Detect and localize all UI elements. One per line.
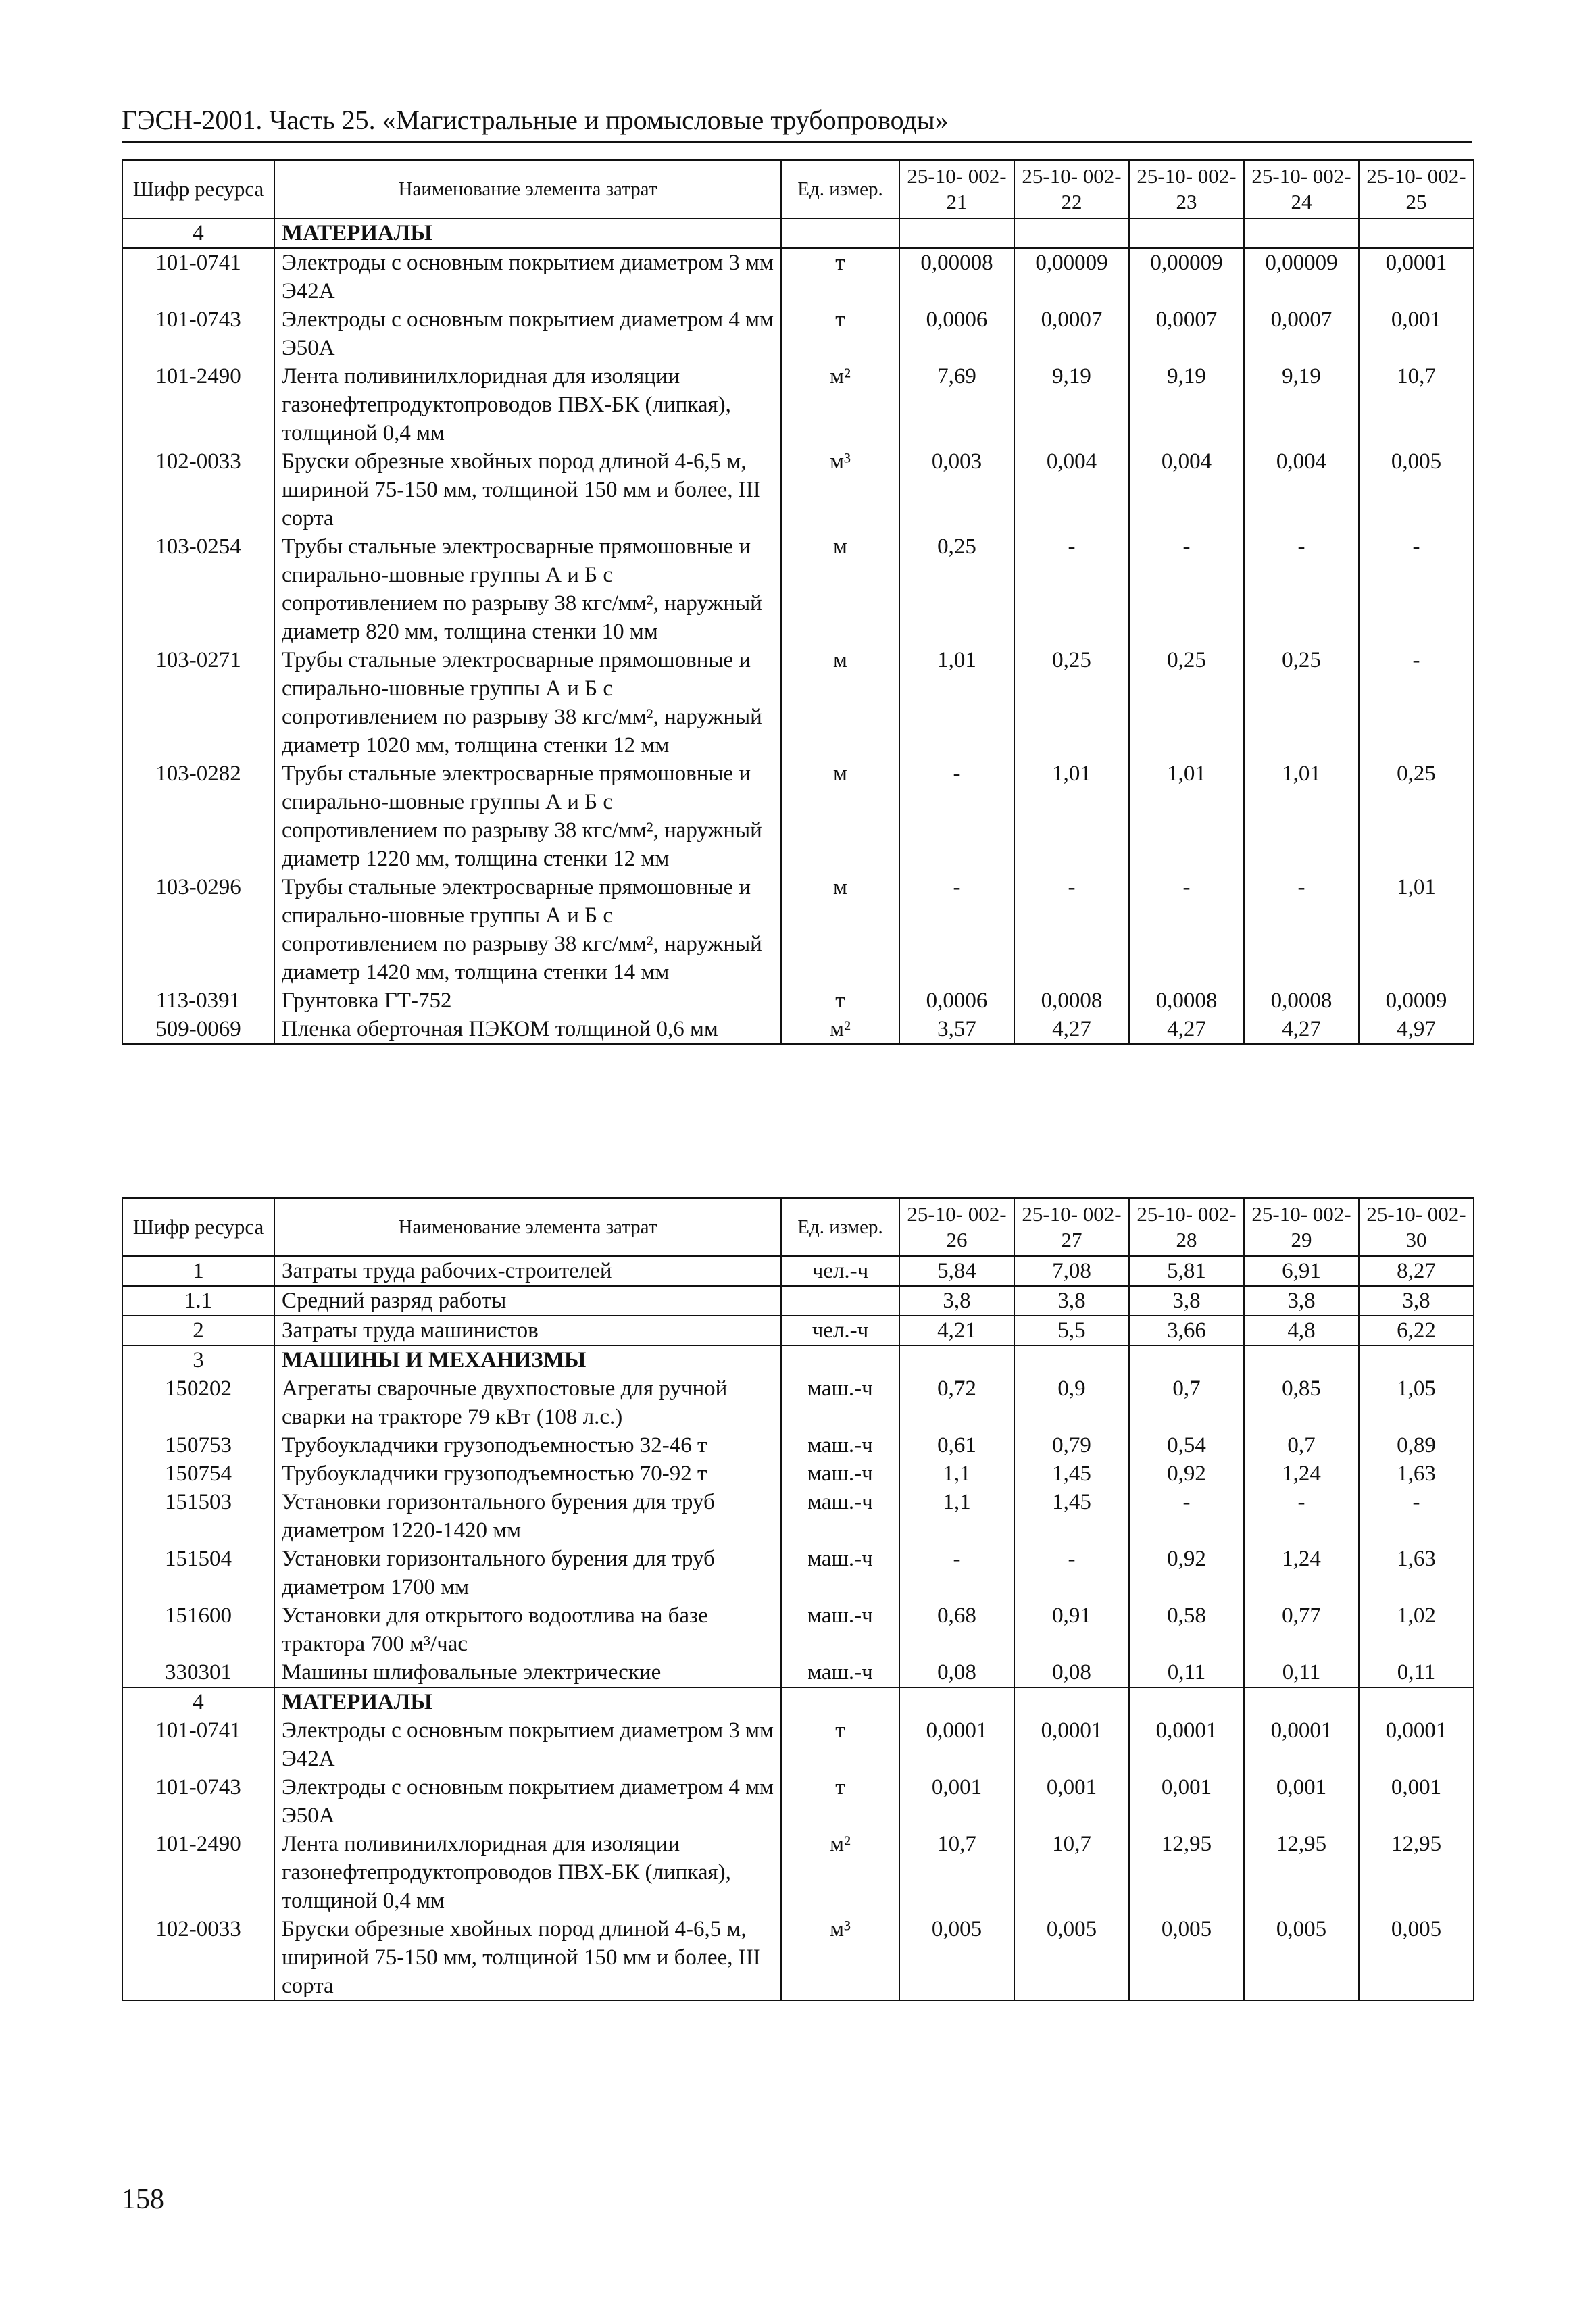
norm-value-cell bbox=[1359, 1345, 1474, 1374]
norm-value-cell: 3,8 bbox=[1244, 1286, 1359, 1316]
norm-value-cell: 0,005 bbox=[1014, 1915, 1129, 2001]
unit-cell: м³ bbox=[781, 1915, 899, 2001]
unit-cell: маш.-ч bbox=[781, 1460, 899, 1488]
table-row bbox=[122, 447, 1474, 532]
norm-value-cell: 4,97 bbox=[1359, 1015, 1474, 1044]
norm-value-cell: 7,08 bbox=[1014, 1256, 1129, 1286]
resource-name-cell: Лента поливинилхлоридная для изоляции газонефтепродуктопроводов ПВХ-БК (липкая), толщиной 0,4 мм bbox=[274, 362, 781, 447]
norm-value-cell: 0,25 bbox=[899, 532, 1014, 646]
resource-code-cell: 101-0743 bbox=[122, 305, 274, 362]
norm-value-cell: - bbox=[1129, 532, 1244, 646]
resource-name-cell: Электроды с основным покрытием диаметром 4 мм Э50А bbox=[274, 305, 781, 362]
norm-value-cell: 1,01 bbox=[1359, 873, 1474, 987]
resource-code-cell: 2 bbox=[122, 1316, 274, 1345]
resource-name-cell: Установки для открытого водоотлива на базе трактора 700 м³/час bbox=[274, 1601, 781, 1658]
column-header-norm: 25-10- 002-21 bbox=[899, 160, 1014, 218]
norm-value-cell: 5,5 bbox=[1014, 1316, 1129, 1345]
norm-value-cell: 0,003 bbox=[899, 447, 1014, 532]
column-header-name: Наименование элемента затрат bbox=[274, 1198, 781, 1256]
resource-code-cell: 150754 bbox=[122, 1460, 274, 1488]
resource-table-2 bbox=[122, 1197, 1474, 2001]
norm-value-cell: 0,7 bbox=[1129, 1374, 1244, 1431]
column-header-norm: 25-10- 002-24 bbox=[1244, 160, 1359, 218]
norm-value-cell: 0,08 bbox=[1014, 1658, 1129, 1687]
resource-code-cell: 1.1 bbox=[122, 1286, 274, 1316]
unit-cell: т bbox=[781, 1716, 899, 1773]
norm-value-cell: 12,95 bbox=[1129, 1830, 1244, 1915]
norm-value-cell bbox=[1129, 218, 1244, 248]
column-header-unit: Ед. измер. bbox=[781, 1198, 899, 1256]
resource-table-1 bbox=[122, 159, 1474, 1045]
norm-value-cell: 0,25 bbox=[1244, 646, 1359, 760]
norm-value-cell: 0,005 bbox=[1129, 1915, 1244, 2001]
norm-value-cell bbox=[899, 1345, 1014, 1374]
table-row bbox=[122, 305, 1474, 362]
norm-value-cell: 0,001 bbox=[1129, 1773, 1244, 1830]
resource-name-cell: Электроды с основным покрытием диаметром 3 мм Э42А bbox=[274, 248, 781, 305]
unit-cell bbox=[781, 1687, 899, 1716]
norm-value-cell bbox=[1244, 1345, 1359, 1374]
column-header-norm: 25-10- 002-28 bbox=[1129, 1198, 1244, 1256]
column-header-code: Шифр ресурса bbox=[122, 1198, 274, 1256]
resource-name-cell: Бруски обрезные хвойных пород длиной 4-6,5 м, шириной 75-150 мм, толщиной 150 мм и более, III сорта bbox=[274, 447, 781, 532]
table-row bbox=[122, 218, 1474, 248]
norm-value-cell: 10,7 bbox=[899, 1830, 1014, 1915]
column-header-norm: 25-10- 002-29 bbox=[1244, 1198, 1359, 1256]
norm-value-cell: 0,0009 bbox=[1359, 987, 1474, 1015]
norm-value-cell: 3,8 bbox=[1014, 1286, 1129, 1316]
unit-cell: м² bbox=[781, 1830, 899, 1915]
norm-value-cell: 1,24 bbox=[1244, 1545, 1359, 1601]
unit-cell: маш.-ч bbox=[781, 1488, 899, 1545]
unit-cell: маш.-ч bbox=[781, 1601, 899, 1658]
norm-value-cell: 0,92 bbox=[1129, 1460, 1244, 1488]
resource-name-cell: Агрегаты сварочные двухпостовые для ручной сварки на тракторе 79 кВт (108 л.с.) bbox=[274, 1374, 781, 1431]
table-row bbox=[122, 362, 1474, 447]
table-row bbox=[122, 1345, 1474, 1374]
table-header-row bbox=[122, 1198, 1474, 1256]
norm-value-cell: 0,0007 bbox=[1244, 305, 1359, 362]
norm-value-cell: 7,69 bbox=[899, 362, 1014, 447]
norm-value-cell: 0,00009 bbox=[1129, 248, 1244, 305]
norm-value-cell: 0,91 bbox=[1014, 1601, 1129, 1658]
resource-name-cell: Трубы стальные электросварные прямошовные и спирально-шовные группы А и Б с сопротивлением по разрыву 38 кгс/мм², наружный диаметр 820 мм, толщина стенки 10 мм bbox=[274, 532, 781, 646]
norm-value-cell: 1,45 bbox=[1014, 1488, 1129, 1545]
norm-value-cell: 0,11 bbox=[1244, 1658, 1359, 1687]
resource-code-cell: 151600 bbox=[122, 1601, 274, 1658]
unit-cell bbox=[781, 218, 899, 248]
norm-value-cell: 0,001 bbox=[1014, 1773, 1129, 1830]
table-row bbox=[122, 1286, 1474, 1316]
norm-value-cell: 10,7 bbox=[1014, 1830, 1129, 1915]
table-row bbox=[122, 1460, 1474, 1488]
resource-code-cell: 4 bbox=[122, 218, 274, 248]
resource-code-cell: 102-0033 bbox=[122, 447, 274, 532]
norm-value-cell: - bbox=[899, 1545, 1014, 1601]
column-header-norm: 25-10- 002-23 bbox=[1129, 160, 1244, 218]
resource-name-cell: МАШИНЫ И МЕХАНИЗМЫ bbox=[274, 1345, 781, 1374]
norm-value-cell: 0,58 bbox=[1129, 1601, 1244, 1658]
table-row bbox=[122, 248, 1474, 305]
table-row bbox=[122, 760, 1474, 873]
resource-code-cell: 101-2490 bbox=[122, 1830, 274, 1915]
norm-value-cell: 1,24 bbox=[1244, 1460, 1359, 1488]
norm-value-cell bbox=[1359, 218, 1474, 248]
resource-name-cell: Трубоукладчики грузоподъемностью 70-92 т bbox=[274, 1460, 781, 1488]
norm-value-cell: 0,001 bbox=[1359, 305, 1474, 362]
resource-name-cell: Трубы стальные электросварные прямошовные и спирально-шовные группы А и Б с сопротивлением по разрыву 38 кгс/мм², наружный диаметр 1220 мм, толщина стенки 12 мм bbox=[274, 760, 781, 873]
resource-name-cell: Установки горизонтального бурения для труб диаметром 1700 мм bbox=[274, 1545, 781, 1601]
norm-value-cell: 0,92 bbox=[1129, 1545, 1244, 1601]
norm-value-cell: 0,004 bbox=[1014, 447, 1129, 532]
resource-name-cell: Машины шлифовальные электрические bbox=[274, 1658, 781, 1687]
resource-name-cell: Трубы стальные электросварные прямошовные и спирально-шовные группы А и Б с сопротивлением по разрыву 38 кгс/мм², наружный диаметр 1020 мм, толщина стенки 12 мм bbox=[274, 646, 781, 760]
column-header-name: Наименование элемента затрат bbox=[274, 160, 781, 218]
norm-value-cell bbox=[1014, 218, 1129, 248]
norm-value-cell: 0,0006 bbox=[899, 305, 1014, 362]
norm-value-cell bbox=[1129, 1687, 1244, 1716]
norm-value-cell: 0,0001 bbox=[1359, 1716, 1474, 1773]
table-row bbox=[122, 1915, 1474, 2001]
table-row bbox=[122, 1015, 1474, 1044]
norm-value-cell: 0,79 bbox=[1014, 1431, 1129, 1460]
page-header-title: ГЭСН-2001. Часть 25. «Магистральные и промысловые трубопроводы» bbox=[122, 101, 1472, 143]
norm-value-cell: 0,08 bbox=[899, 1658, 1014, 1687]
unit-cell: т bbox=[781, 1773, 899, 1830]
norm-value-cell: 0,005 bbox=[1244, 1915, 1359, 2001]
norm-value-cell: 0,85 bbox=[1244, 1374, 1359, 1431]
norm-value-cell: 1,01 bbox=[899, 646, 1014, 760]
norm-value-cell: 4,8 bbox=[1244, 1316, 1359, 1345]
norm-value-cell: 0,005 bbox=[1359, 1915, 1474, 2001]
norm-value-cell: 0,11 bbox=[1359, 1658, 1474, 1687]
resource-name-cell: Бруски обрезные хвойных пород длиной 4-6,5 м, шириной 75-150 мм, толщиной 150 мм и более, III сорта bbox=[274, 1915, 781, 2001]
norm-value-cell: 0,0007 bbox=[1129, 305, 1244, 362]
norm-value-cell: 1,1 bbox=[899, 1460, 1014, 1488]
resource-code-cell: 151503 bbox=[122, 1488, 274, 1545]
norm-value-cell: 0,0006 bbox=[899, 987, 1014, 1015]
norm-value-cell bbox=[1244, 1687, 1359, 1716]
norm-value-cell: 9,19 bbox=[1129, 362, 1244, 447]
norm-value-cell: - bbox=[899, 760, 1014, 873]
page-number: 158 bbox=[122, 2184, 164, 2215]
resource-code-cell: 102-0033 bbox=[122, 1915, 274, 2001]
resource-code-cell: 103-0282 bbox=[122, 760, 274, 873]
norm-value-cell: 0,68 bbox=[899, 1601, 1014, 1658]
norm-value-cell: 6,91 bbox=[1244, 1256, 1359, 1286]
norm-value-cell: 1,63 bbox=[1359, 1545, 1474, 1601]
norm-value-cell: - bbox=[1014, 532, 1129, 646]
column-header-unit: Ед. измер. bbox=[781, 160, 899, 218]
norm-value-cell: - bbox=[1359, 532, 1474, 646]
norm-value-cell: 0,11 bbox=[1129, 1658, 1244, 1687]
resource-name-cell: Электроды с основным покрытием диаметром 3 мм Э42А bbox=[274, 1716, 781, 1773]
resource-code-cell: 1 bbox=[122, 1256, 274, 1286]
norm-value-cell: 0,00008 bbox=[899, 248, 1014, 305]
norm-value-cell: 0,72 bbox=[899, 1374, 1014, 1431]
norm-value-cell: - bbox=[1129, 1488, 1244, 1545]
unit-cell: маш.-ч bbox=[781, 1545, 899, 1601]
unit-cell: т bbox=[781, 305, 899, 362]
norm-value-cell: 8,27 bbox=[1359, 1256, 1474, 1286]
norm-value-cell: 0,0008 bbox=[1244, 987, 1359, 1015]
norm-value-cell: - bbox=[899, 873, 1014, 987]
table-header-row bbox=[122, 160, 1474, 218]
norm-value-cell: - bbox=[1244, 532, 1359, 646]
table-row bbox=[122, 873, 1474, 987]
table-row bbox=[122, 1601, 1474, 1658]
norm-value-cell: - bbox=[1359, 646, 1474, 760]
table-row bbox=[122, 1545, 1474, 1601]
table-row bbox=[122, 1256, 1474, 1286]
table-row bbox=[122, 1830, 1474, 1915]
column-header-norm: 25-10- 002-22 bbox=[1014, 160, 1129, 218]
norm-value-cell: 12,95 bbox=[1359, 1830, 1474, 1915]
resource-name-cell: Электроды с основным покрытием диаметром 4 мм Э50А bbox=[274, 1773, 781, 1830]
norm-value-cell: 0,54 bbox=[1129, 1431, 1244, 1460]
norm-value-cell bbox=[1244, 218, 1359, 248]
unit-cell: маш.-ч bbox=[781, 1658, 899, 1687]
norm-value-cell bbox=[899, 1687, 1014, 1716]
unit-cell bbox=[781, 1345, 899, 1374]
resource-name-cell: Грунтовка ГТ-752 bbox=[274, 987, 781, 1015]
table-row bbox=[122, 1374, 1474, 1431]
norm-value-cell: - bbox=[1129, 873, 1244, 987]
norm-value-cell: 1,01 bbox=[1244, 760, 1359, 873]
norm-value-cell: 10,7 bbox=[1359, 362, 1474, 447]
column-header-norm: 25-10- 002-30 bbox=[1359, 1198, 1474, 1256]
norm-value-cell bbox=[899, 218, 1014, 248]
resource-code-cell: 150753 bbox=[122, 1431, 274, 1460]
unit-cell: чел.-ч bbox=[781, 1256, 899, 1286]
column-header-norm: 25-10- 002-27 bbox=[1014, 1198, 1129, 1256]
resource-name-cell: Установки горизонтального бурения для труб диаметром 1220-1420 мм bbox=[274, 1488, 781, 1545]
norm-value-cell: 0,0001 bbox=[1014, 1716, 1129, 1773]
resource-code-cell: 330301 bbox=[122, 1658, 274, 1687]
norm-value-cell: 4,27 bbox=[1014, 1015, 1129, 1044]
unit-cell: т bbox=[781, 248, 899, 305]
table-row bbox=[122, 1716, 1474, 1773]
norm-value-cell: 0,0001 bbox=[1129, 1716, 1244, 1773]
norm-value-cell: 0,61 bbox=[899, 1431, 1014, 1460]
unit-cell: м² bbox=[781, 1015, 899, 1044]
norm-value-cell: - bbox=[1359, 1488, 1474, 1545]
norm-value-cell: 0,0007 bbox=[1014, 305, 1129, 362]
norm-value-cell: 9,19 bbox=[1244, 362, 1359, 447]
resource-name-cell: Лента поливинилхлоридная для изоляции газонефтепродуктопроводов ПВХ-БК (липкая), толщиной 0,4 мм bbox=[274, 1830, 781, 1915]
resource-code-cell: 509-0069 bbox=[122, 1015, 274, 1044]
unit-cell bbox=[781, 1286, 899, 1316]
norm-value-cell: 5,81 bbox=[1129, 1256, 1244, 1286]
norm-value-cell: 1,1 bbox=[899, 1488, 1014, 1545]
norm-value-cell: - bbox=[1244, 873, 1359, 987]
norm-value-cell: 12,95 bbox=[1244, 1830, 1359, 1915]
norm-value-cell: 0,004 bbox=[1129, 447, 1244, 532]
resource-name-cell: Трубоукладчики грузоподъемностью 32-46 т bbox=[274, 1431, 781, 1460]
norm-value-cell: 6,22 bbox=[1359, 1316, 1474, 1345]
norm-value-cell: 9,19 bbox=[1014, 362, 1129, 447]
norm-value-cell: - bbox=[1014, 1545, 1129, 1601]
norm-value-cell: 0,77 bbox=[1244, 1601, 1359, 1658]
norm-value-cell: 5,84 bbox=[899, 1256, 1014, 1286]
norm-value-cell: 0,001 bbox=[1244, 1773, 1359, 1830]
norm-value-cell bbox=[1014, 1687, 1129, 1716]
norm-value-cell: 0,0008 bbox=[1014, 987, 1129, 1015]
norm-value-cell bbox=[1359, 1687, 1474, 1716]
resource-name-cell: Средний разряд работы bbox=[274, 1286, 781, 1316]
norm-value-cell: 0,25 bbox=[1014, 646, 1129, 760]
norm-value-cell bbox=[1129, 1345, 1244, 1374]
norm-value-cell: 3,66 bbox=[1129, 1316, 1244, 1345]
norm-value-cell: 3,8 bbox=[1129, 1286, 1244, 1316]
unit-cell: м bbox=[781, 532, 899, 646]
unit-cell: м² bbox=[781, 362, 899, 447]
norm-value-cell: 0,004 bbox=[1244, 447, 1359, 532]
table-row bbox=[122, 1316, 1474, 1345]
table-row bbox=[122, 646, 1474, 760]
norm-value-cell: 0,0001 bbox=[899, 1716, 1014, 1773]
norm-value-cell bbox=[1014, 1345, 1129, 1374]
resource-code-cell: 150202 bbox=[122, 1374, 274, 1431]
table-row bbox=[122, 1488, 1474, 1545]
norm-value-cell: 1,02 bbox=[1359, 1601, 1474, 1658]
table-row bbox=[122, 532, 1474, 646]
norm-value-cell: 1,05 bbox=[1359, 1374, 1474, 1431]
column-header-code: Шифр ресурса bbox=[122, 160, 274, 218]
norm-value-cell: 0,0008 bbox=[1129, 987, 1244, 1015]
unit-cell: чел.-ч bbox=[781, 1316, 899, 1345]
norm-value-cell: 1,63 bbox=[1359, 1460, 1474, 1488]
norm-value-cell: 3,8 bbox=[1359, 1286, 1474, 1316]
resource-name-cell: МАТЕРИАЛЫ bbox=[274, 1687, 781, 1716]
norm-value-cell: 0,00009 bbox=[1244, 248, 1359, 305]
unit-cell: м³ bbox=[781, 447, 899, 532]
resource-code-cell: 101-0743 bbox=[122, 1773, 274, 1830]
resource-code-cell: 101-0741 bbox=[122, 1716, 274, 1773]
norm-value-cell: 1,45 bbox=[1014, 1460, 1129, 1488]
norm-value-cell: 0,0001 bbox=[1244, 1716, 1359, 1773]
column-header-norm: 25-10- 002-25 bbox=[1359, 160, 1474, 218]
norm-value-cell: - bbox=[1244, 1488, 1359, 1545]
norm-value-cell: - bbox=[1014, 873, 1129, 987]
norm-value-cell: 0,89 bbox=[1359, 1431, 1474, 1460]
unit-cell: маш.-ч bbox=[781, 1374, 899, 1431]
resource-code-cell: 101-2490 bbox=[122, 362, 274, 447]
resource-code-cell: 103-0271 bbox=[122, 646, 274, 760]
norm-value-cell: 0,25 bbox=[1359, 760, 1474, 873]
table-row bbox=[122, 987, 1474, 1015]
norm-value-cell: 0,0001 bbox=[1359, 248, 1474, 305]
norm-value-cell: 4,21 bbox=[899, 1316, 1014, 1345]
norm-value-cell: 0,005 bbox=[899, 1915, 1014, 2001]
column-header-norm: 25-10- 002-26 bbox=[899, 1198, 1014, 1256]
resource-name-cell: Пленка оберточная ПЭКОМ толщиной 0,6 мм bbox=[274, 1015, 781, 1044]
resource-code-cell: 101-0741 bbox=[122, 248, 274, 305]
norm-value-cell: 4,27 bbox=[1129, 1015, 1244, 1044]
norm-value-cell: 0,9 bbox=[1014, 1374, 1129, 1431]
table-row bbox=[122, 1773, 1474, 1830]
norm-value-cell: 1,01 bbox=[1129, 760, 1244, 873]
resource-code-cell: 113-0391 bbox=[122, 987, 274, 1015]
norm-value-cell: 0,001 bbox=[1359, 1773, 1474, 1830]
norm-value-cell: 4,27 bbox=[1244, 1015, 1359, 1044]
norm-value-cell: 0,005 bbox=[1359, 447, 1474, 532]
norm-value-cell: 3,8 bbox=[899, 1286, 1014, 1316]
norm-value-cell: 0,00009 bbox=[1014, 248, 1129, 305]
unit-cell: м bbox=[781, 646, 899, 760]
resource-code-cell: 4 bbox=[122, 1687, 274, 1716]
table-row bbox=[122, 1658, 1474, 1687]
norm-value-cell: 3,57 bbox=[899, 1015, 1014, 1044]
resource-code-cell: 151504 bbox=[122, 1545, 274, 1601]
unit-cell: т bbox=[781, 987, 899, 1015]
resource-code-cell: 103-0296 bbox=[122, 873, 274, 987]
norm-value-cell: 1,01 bbox=[1014, 760, 1129, 873]
resource-name-cell: Затраты труда рабочих-строителей bbox=[274, 1256, 781, 1286]
resource-code-cell: 3 bbox=[122, 1345, 274, 1374]
resource-name-cell: Затраты труда машинистов bbox=[274, 1316, 781, 1345]
resource-name-cell: МАТЕРИАЛЫ bbox=[274, 218, 781, 248]
unit-cell: м bbox=[781, 873, 899, 987]
table-row bbox=[122, 1431, 1474, 1460]
resource-name-cell: Трубы стальные электросварные прямошовные и спирально-шовные группы А и Б с сопротивлением по разрыву 38 кгс/мм², наружный диаметр 1420 мм, толщина стенки 14 мм bbox=[274, 873, 781, 987]
norm-value-cell: 0,7 bbox=[1244, 1431, 1359, 1460]
norm-value-cell: 0,25 bbox=[1129, 646, 1244, 760]
unit-cell: маш.-ч bbox=[781, 1431, 899, 1460]
norm-value-cell: 0,001 bbox=[899, 1773, 1014, 1830]
unit-cell: м bbox=[781, 760, 899, 873]
table-row bbox=[122, 1687, 1474, 1716]
resource-code-cell: 103-0254 bbox=[122, 532, 274, 646]
